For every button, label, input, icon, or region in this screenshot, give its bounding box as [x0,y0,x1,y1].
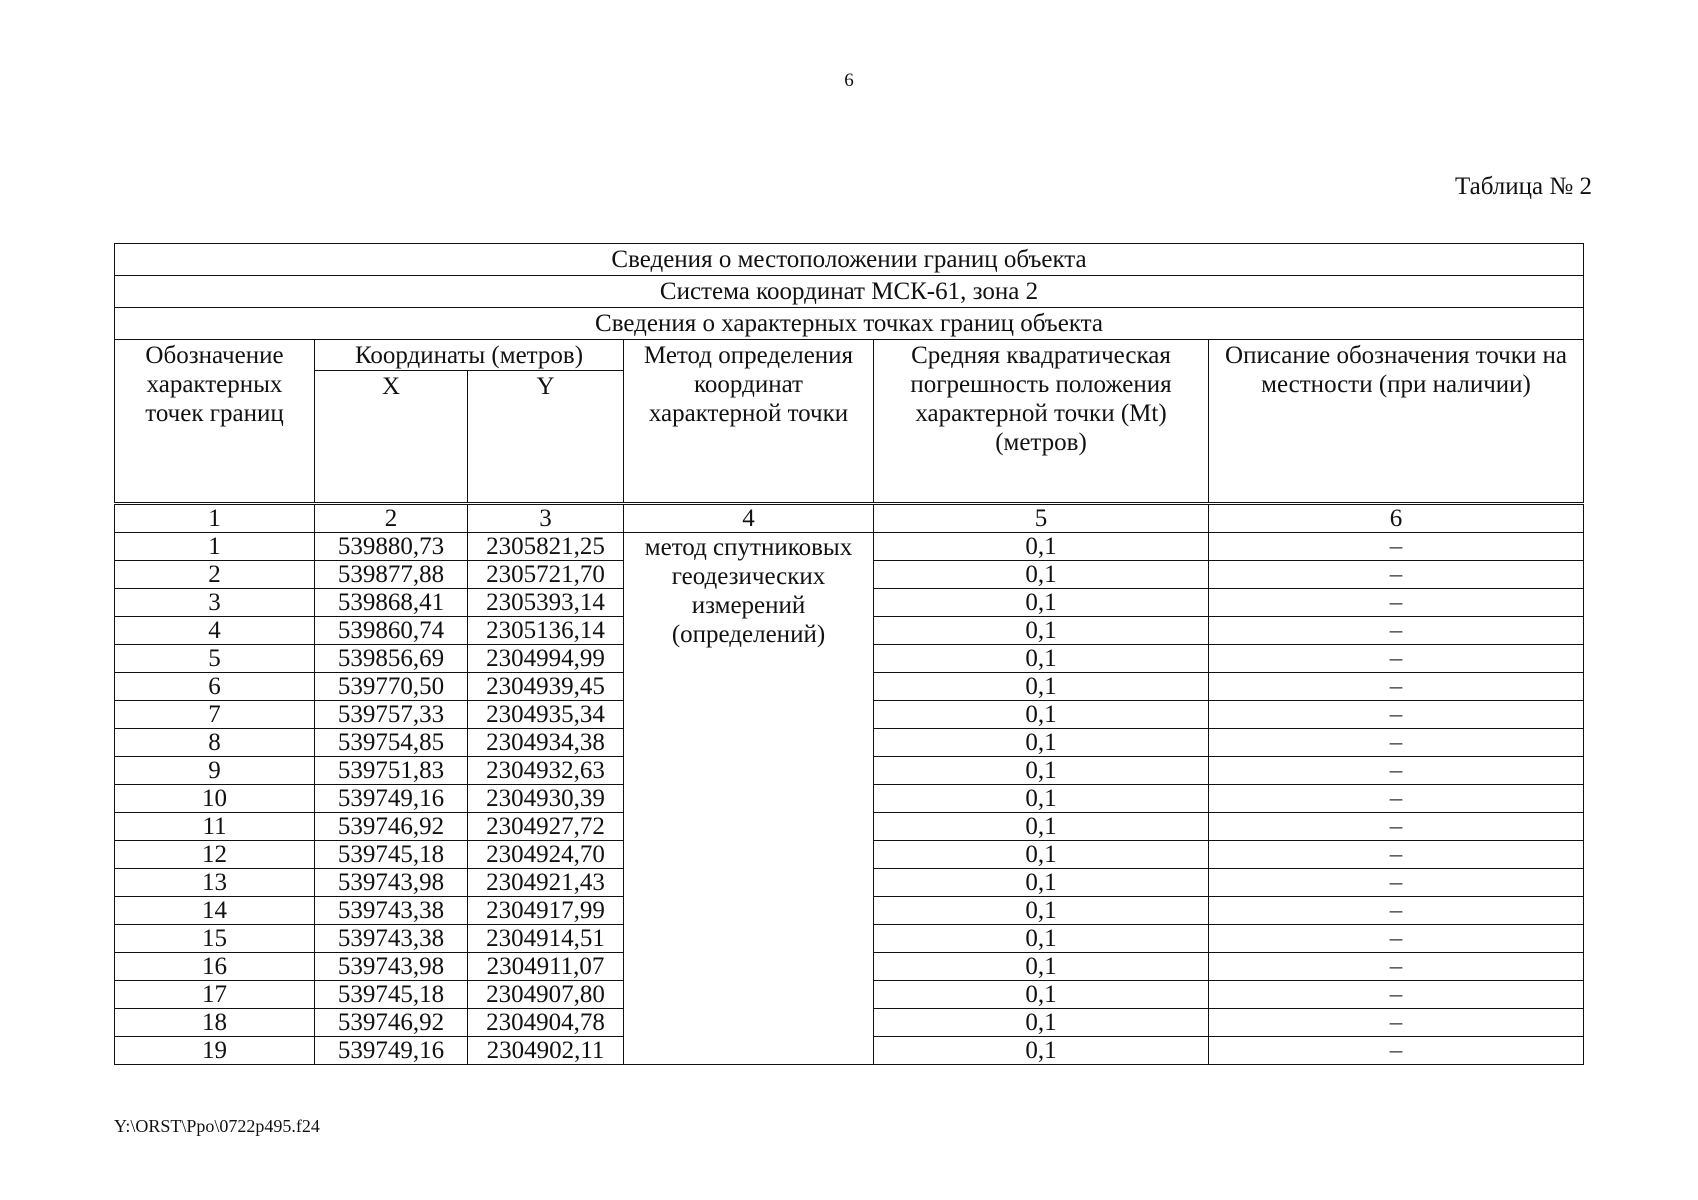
table-banner-coordinate-system: Система координат МСК-61, зона 2 [115,276,1584,308]
cell-x: 539751,83 [315,757,468,785]
cell-point-number: 17 [115,981,315,1009]
cell-x: 539745,18 [315,841,468,869]
cell-y: 2304917,99 [468,897,624,925]
table-banner-points: Сведения о характерных точках границ объекта [115,308,1584,340]
cell-description: – [1209,561,1584,589]
column-number: 3 [468,504,624,533]
cell-description: – [1209,617,1584,645]
cell-description: – [1209,925,1584,953]
cell-description: – [1209,589,1584,617]
cell-point-number: 10 [115,785,315,813]
cell-mean-error: 0,1 [874,589,1209,617]
cell-point-number: 11 [115,813,315,841]
cell-description: – [1209,981,1584,1009]
cell-point-number: 2 [115,561,315,589]
cell-mean-error: 0,1 [874,533,1209,561]
header-x: X [315,371,468,504]
cell-y: 2305393,14 [468,589,624,617]
header-mean-error: Средняя квадратическая погрешность положения характерной точки (Mt) (метров) [874,340,1209,504]
cell-x: 539856,69 [315,645,468,673]
cell-description: – [1209,785,1584,813]
cell-point-number: 16 [115,953,315,981]
cell-description: – [1209,813,1584,841]
cell-x: 539746,92 [315,813,468,841]
page-number: 6 [844,70,854,91]
cell-x: 539743,98 [315,953,468,981]
cell-y: 2304914,51 [468,925,624,953]
header-coordinates: Координаты (метров) [315,340,624,371]
table-banner-location: Сведения о местоположении границ объекта [115,244,1584,276]
cell-y: 2304911,07 [468,953,624,981]
cell-description: – [1209,841,1584,869]
cell-description: – [1209,869,1584,897]
cell-description: – [1209,757,1584,785]
cell-mean-error: 0,1 [874,953,1209,981]
cell-x: 539749,16 [315,1037,468,1065]
cell-description: – [1209,1037,1584,1065]
column-number: 5 [874,504,1209,533]
cell-point-number: 3 [115,589,315,617]
cell-x: 539860,74 [315,617,468,645]
cell-y: 2304994,99 [468,645,624,673]
footer-file-path: Y:\ORST\Ppo\0722p495.f24 [114,1116,320,1136]
cell-point-number: 5 [115,645,315,673]
cell-x: 539754,85 [315,729,468,757]
cell-x: 539868,41 [315,589,468,617]
cell-x: 539880,73 [315,533,468,561]
cell-mean-error: 0,1 [874,645,1209,673]
cell-description: – [1209,673,1584,701]
cell-mean-error: 0,1 [874,785,1209,813]
cell-x: 539743,38 [315,897,468,925]
header-method: Метод определения координат характерной точки [624,340,874,504]
cell-description: – [1209,645,1584,673]
cell-mean-error: 0,1 [874,729,1209,757]
cell-y: 2304930,39 [468,785,624,813]
cell-x: 539749,16 [315,785,468,813]
cell-y: 2304935,34 [468,701,624,729]
cell-x: 539746,92 [315,1009,468,1037]
cell-mean-error: 0,1 [874,757,1209,785]
cell-mean-error: 0,1 [874,617,1209,645]
column-number: 2 [315,504,468,533]
table-row [115,533,1584,561]
header-description: Описание обозначения точки на местности (при наличии) [1209,340,1584,504]
cell-mean-error: 0,1 [874,1009,1209,1037]
cell-x: 539770,50 [315,673,468,701]
cell-y: 2304934,38 [468,729,624,757]
cell-mean-error: 0,1 [874,869,1209,897]
cell-mean-error: 0,1 [874,813,1209,841]
cell-x: 539757,33 [315,701,468,729]
cell-mean-error: 0,1 [874,673,1209,701]
cell-x: 539877,88 [315,561,468,589]
cell-mean-error: 0,1 [874,1037,1209,1065]
column-number: 6 [1209,504,1584,533]
cell-y: 2304902,11 [468,1037,624,1065]
cell-y: 2304921,43 [468,869,624,897]
column-number: 4 [624,504,874,533]
cell-description: – [1209,533,1584,561]
cell-description: – [1209,1009,1584,1037]
cell-mean-error: 0,1 [874,841,1209,869]
cell-y: 2304924,70 [468,841,624,869]
cell-y: 2305136,14 [468,617,624,645]
cell-y: 2304927,72 [468,813,624,841]
cell-mean-error: 0,1 [874,897,1209,925]
cell-point-number: 7 [115,701,315,729]
cell-point-number: 12 [115,841,315,869]
cell-point-number: 4 [115,617,315,645]
cell-point-number: 8 [115,729,315,757]
cell-y: 2304904,78 [468,1009,624,1037]
cell-description: – [1209,729,1584,757]
cell-x: 539743,38 [315,925,468,953]
cell-mean-error: 0,1 [874,701,1209,729]
table-caption: Таблица № 2 [1454,173,1592,200]
cell-point-number: 6 [115,673,315,701]
cell-point-number: 13 [115,869,315,897]
header-point-designation: Обозначение характерных точек границ [115,340,315,504]
column-number: 1 [115,504,315,533]
cell-mean-error: 0,1 [874,981,1209,1009]
cell-y: 2304939,45 [468,673,624,701]
header-y: Y [468,371,624,504]
cell-y: 2304907,80 [468,981,624,1009]
cell-y: 2304932,63 [468,757,624,785]
boundary-points-table [114,243,1584,1065]
cell-y: 2305721,70 [468,561,624,589]
cell-point-number: 15 [115,925,315,953]
cell-point-number: 14 [115,897,315,925]
cell-description: – [1209,953,1584,981]
cell-y: 2305821,25 [468,533,624,561]
cell-method: метод спутниковых геодезических измерений (определений) [624,533,874,1065]
cell-point-number: 9 [115,757,315,785]
cell-point-number: 19 [115,1037,315,1065]
cell-description: – [1209,897,1584,925]
cell-x: 539745,18 [315,981,468,1009]
cell-point-number: 18 [115,1009,315,1037]
cell-mean-error: 0,1 [874,925,1209,953]
cell-description: – [1209,701,1584,729]
cell-mean-error: 0,1 [874,561,1209,589]
cell-x: 539743,98 [315,869,468,897]
cell-point-number: 1 [115,533,315,561]
